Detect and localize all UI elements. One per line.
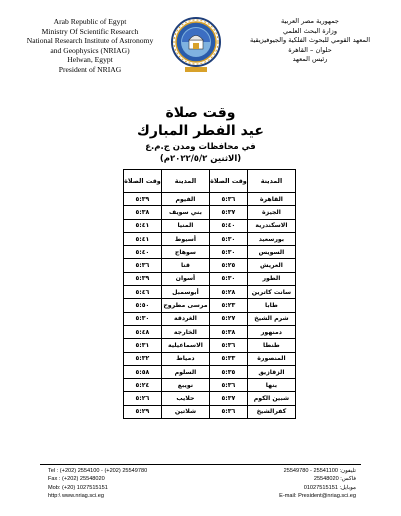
table-row	[124, 193, 296, 206]
time-cell: ٥:٣٦	[210, 193, 248, 206]
subtitle-date: (الاثنين ٢٠٢٢/٥/٢م)	[159, 154, 242, 164]
footer-fax: Fax : (+202) 25548020	[48, 476, 105, 483]
table-row	[124, 206, 296, 219]
header-ar-line: جمهورية مصر العربية	[281, 17, 339, 25]
time-cell: ٥:٣٨	[210, 325, 248, 338]
time-cell: ٥:٣٦	[210, 339, 248, 352]
table-row	[124, 405, 296, 418]
footer-mobile: Mob: (+20) 1027515151	[48, 484, 108, 491]
time-cell: ٥:٣٢	[124, 352, 162, 365]
header-en-line: and Geophysics (NRIAG)	[50, 45, 130, 55]
footer-contacts-en	[48, 467, 147, 501]
footer-email[interactable]: E-mail: President@nriag.sci.eg	[279, 493, 356, 500]
city-cell: شرم الشيخ	[247, 312, 295, 325]
table-header-row	[124, 170, 296, 193]
time-cell: ٥:٣٦	[124, 259, 162, 272]
time-cell: ٥:٤١	[124, 219, 162, 232]
time-cell: ٥:٣٩	[124, 193, 162, 206]
city-cell: الغردقة	[161, 312, 209, 325]
city-cell: سوهاج	[161, 246, 209, 259]
footer-contacts-ar	[236, 467, 356, 501]
subtitle-regions: في محافظات ومدن ج.م.ع	[145, 142, 256, 152]
time-cell: ٥:٣٩	[124, 272, 162, 285]
table-row	[124, 325, 296, 338]
title-prayer-time: وقت صلاة	[165, 105, 236, 121]
city-cell: سانت كاترين	[247, 286, 295, 299]
table-row	[124, 299, 296, 312]
table-row	[124, 365, 296, 378]
prayer-times-table	[123, 169, 296, 419]
city-cell: السلوم	[161, 365, 209, 378]
city-cell: بورسعيد	[247, 232, 295, 245]
time-cell: ٥:٢٨	[210, 286, 248, 299]
header-english	[6, 17, 174, 75]
title-eid: عيد الفطر المبارك	[137, 123, 264, 139]
city-cell: قنا	[161, 259, 209, 272]
table-row	[124, 312, 296, 325]
header-ar-line: وزارة البحث العلمي	[282, 26, 338, 35]
time-cell: ٥:٣٠	[124, 312, 162, 325]
header-en-line: Ministry Of Scientific Research	[41, 26, 139, 36]
table-row	[124, 286, 296, 299]
time-cell: ٥:٣٠	[210, 246, 248, 259]
table-row	[124, 246, 296, 259]
city-cell: القاهرة	[247, 193, 295, 206]
city-cell: بنها	[247, 379, 295, 392]
header-city: المدينة	[161, 170, 209, 193]
city-cell: السويس	[247, 246, 295, 259]
footer-fax-ar: فاكس: 25548020	[313, 476, 356, 483]
city-cell: مرسى مطروح	[161, 299, 209, 312]
time-cell: ٥:٢٩	[124, 405, 162, 418]
time-cell: ٥:٣٧	[210, 392, 248, 405]
time-cell: ٥:٣٧	[210, 206, 248, 219]
table-row	[124, 272, 296, 285]
city-cell: حلايب	[161, 392, 209, 405]
time-cell: ٥:٢٦	[124, 392, 162, 405]
city-cell: العريش	[247, 259, 295, 272]
time-cell: ٥:٤٦	[124, 286, 162, 299]
city-cell: بني سويف	[161, 206, 209, 219]
city-cell: الفيوم	[161, 193, 209, 206]
city-cell: دمنهور	[247, 325, 295, 338]
header-ar-line: المعهد القومي للبحوث الفلكية والجيوفيزيقية	[249, 36, 371, 45]
city-cell: المنصورة	[247, 352, 295, 365]
time-cell: ٥:٥٨	[124, 365, 162, 378]
city-cell: الخارجة	[161, 325, 209, 338]
header-time: وقت الصلاة	[210, 170, 248, 193]
city-cell: أسوان	[161, 272, 209, 285]
time-cell: ٥:٢٣	[210, 299, 248, 312]
table-row	[124, 339, 296, 352]
time-cell: ٥:٢٤	[124, 379, 162, 392]
time-cell: ٥:٥٠	[124, 299, 162, 312]
time-cell: ٥:٤٨	[124, 325, 162, 338]
city-cell: المنيا	[161, 219, 209, 232]
header-en-line: Helwan, Egypt	[67, 55, 113, 65]
table-row	[124, 379, 296, 392]
time-cell: ٥:٢٧	[210, 312, 248, 325]
city-cell: نويبع	[161, 379, 209, 392]
city-cell: الاسماعيلية	[161, 339, 209, 352]
footer-tel: Tel : (+202) 2554100 - (+202) 25549780	[48, 468, 148, 474]
nriag-logo	[170, 16, 222, 74]
table-row	[124, 219, 296, 232]
city-cell: شبين الكوم	[247, 392, 295, 405]
city-cell: طابا	[247, 299, 295, 312]
time-cell: ٥:٣٣	[210, 352, 248, 365]
city-cell: الطور	[247, 272, 295, 285]
city-cell: أبوسمبل	[161, 286, 209, 299]
footer-tel-ar: تليفون: 25541100 - 25549780	[283, 468, 356, 474]
time-cell: ٥:٣٠	[210, 272, 248, 285]
table-row	[124, 352, 296, 365]
time-cell: ٥:٣١	[124, 339, 162, 352]
time-cell: ٥:٣٨	[124, 206, 162, 219]
time-cell: ٥:٤٠	[124, 246, 162, 259]
header-ar-line: رئيس المعهد	[292, 55, 328, 64]
footer-mobile-ar: موبايل: 01027515151	[303, 484, 356, 491]
header-city: المدينة	[247, 170, 295, 193]
city-cell: كفرالشيخ	[247, 405, 295, 418]
header-en-line: President of NRIAG	[58, 64, 122, 74]
table-row	[124, 392, 296, 405]
header-arabic	[226, 17, 394, 65]
city-cell: دمياط	[161, 352, 209, 365]
header-time: وقت الصلاة	[124, 170, 162, 193]
time-cell: ٥:٤١	[124, 232, 162, 245]
time-cell: ٥:٣٥	[210, 365, 248, 378]
city-cell: شلاتين	[161, 405, 209, 418]
time-cell: ٥:٣٠	[210, 232, 248, 245]
city-cell: الاسكندرية	[247, 219, 295, 232]
header-en-line: Arab Republic of Egypt	[53, 17, 127, 26]
table-row	[124, 232, 296, 245]
header-ar-line: حلوان – القاهرة	[288, 45, 332, 54]
time-cell: ٥:٤٠	[210, 219, 248, 232]
time-cell: ٥:٣٦	[210, 379, 248, 392]
city-cell: أسيوط	[161, 232, 209, 245]
footer-divider	[40, 464, 361, 465]
time-cell: ٥:٣٦	[210, 405, 248, 418]
header-en-line: National Research Institute of Astronomy	[26, 36, 154, 46]
city-cell: الجيزة	[247, 206, 295, 219]
table-row	[124, 259, 296, 272]
footer-website[interactable]: http:\ www.nriag.sci.eg	[48, 493, 104, 500]
city-cell: الزقازيق	[247, 365, 295, 378]
time-cell: ٥:٢٥	[210, 259, 248, 272]
city-cell: طنطا	[247, 339, 295, 352]
